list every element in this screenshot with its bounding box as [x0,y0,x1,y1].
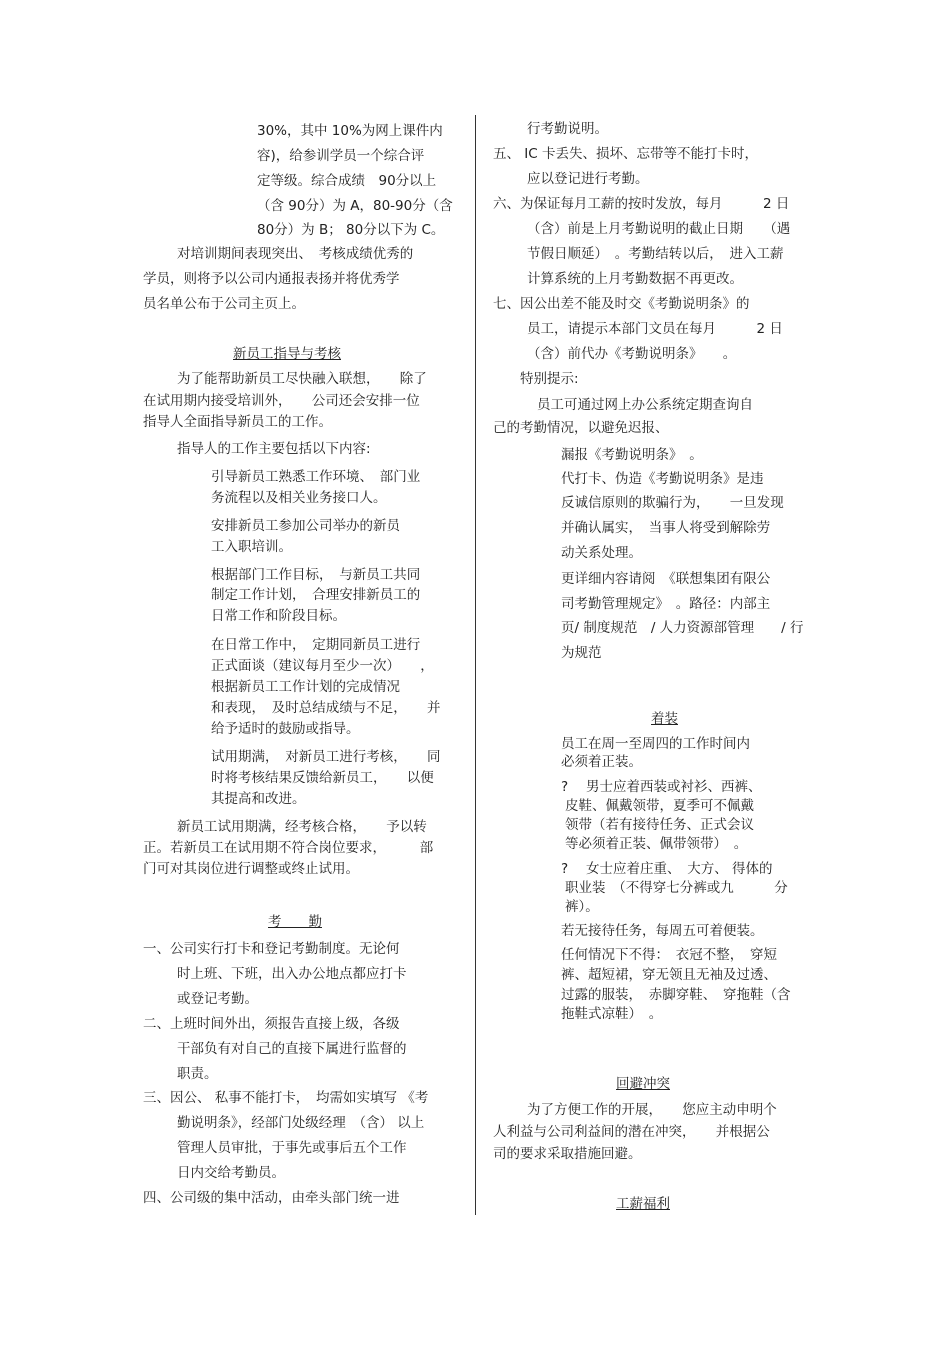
text-line: 在试用期内接受培训外， 公司还会安排一位 [143,393,420,409]
text-line: 更详细内容请阅 《联想集团有限公 [561,571,771,587]
text-line: 四、公司级的集中活动，由牵头部门统一进 [143,1190,400,1206]
text-line: 工入职培训。 [211,539,292,555]
text-line: 司的要求采取措施回避。 [493,1146,642,1162]
text-line: 二、上班时间外出，须报告直接上级，各级 [143,1016,400,1032]
text-line: 七、因公出差不能及时交《考勤说明条》的 [493,296,750,312]
text-line: 日内交给考勤员。 [177,1165,285,1181]
text-line: （含）前是上月考勤说明的截止日期 （遇 [527,221,791,237]
section-heading: 着装 [651,711,678,727]
text-line: 员工，请提示本部门文员在每月 2 日 [527,321,783,337]
column-divider [475,115,476,1215]
text-line: 漏报《考勤说明条》 。 [561,447,703,463]
text-line: 根据部门工作目标， 与新员工共同 [211,567,421,583]
text-line: 引导新员工熟悉工作环境、 部门业 [211,469,421,485]
text-line: 行考勤说明。 [527,121,608,137]
text-line: 根据新员工工作计划的完成情况 [211,679,400,695]
text-line: 为规范 [561,645,602,661]
text-line: 新员工试用期满，经考核合格， 予以转 [177,819,427,835]
text-line: 容)，给参训学员一个综合评 [257,148,425,164]
text-line: 管理人员审批，于事先或事后五个工作 [177,1140,407,1156]
text-line: 制定工作计划， 合理安排新员工的 [211,587,421,603]
text-line: 反诚信原则的欺骗行为， 一旦发现 [561,495,784,511]
text-line: 时将考核结果反馈给新员工， 以便 [211,770,434,786]
text-line: 正。若新员工在试用期不符合岗位要求， 部 [143,840,434,856]
text-line: 员名单公布于公司主页上。 [143,296,305,312]
text-line: 时上班、下班，出入办公地点都应打卡 [177,966,407,982]
text-line: 动关系处理。 [561,545,642,561]
text-line: ? 男士应着西装或衬衫、西裤、 [561,779,762,795]
text-line: 并确认属实， 当事人将受到解除劳 [561,520,771,536]
text-line: （含 90分）为 A，80-90分（含 [257,198,453,214]
text-line: 学员，则将予以公司内通报表扬并将优秀学 [143,271,400,287]
text-line: 一、公司实行打卡和登记考勤制度。无论何 [143,941,400,957]
text-line: 职责。 [177,1066,218,1082]
section-heading: 新员工指导与考核 [233,346,341,362]
text-line: （含）前代办《考勤说明条》 。 [527,346,737,362]
text-line: 职业装 （不得穿七分裤或九 分 [565,880,788,896]
text-line: 为了能帮助新员工尽快融入联想， 除了 [177,371,427,387]
text-line: 80分）为 B； 80分以下为 C。 [257,222,445,238]
text-line: 其提高和改进。 [211,791,306,807]
text-line: 正式面谈（建议每月至少一次） ， [211,658,434,674]
text-line: 指导人全面指导新员工的工作。 [143,414,332,430]
text-line: 为了方便工作的开展， 您应主动申明个 [527,1102,777,1118]
text-line: ? 女士应着庄重、 大方、 得体的 [561,861,773,877]
text-line: 对培训期间表现突出、 考核成绩优秀的 [177,246,414,262]
text-line: 领带（若有接待任务、正式会议 [565,817,754,833]
text-line: 30%，其中 10%为网上课件内 [257,123,443,139]
text-line: 员工可通过网上办公系统定期查询自 [537,397,753,413]
text-line: 过露的服装， 赤脚穿鞋、 穿拖鞋（含 [561,987,791,1003]
text-line: 务流程以及相关业务接口人。 [211,490,387,506]
text-line: 给予适时的鼓励或指导。 [211,721,360,737]
text-line: 应以登记进行考勤。 [527,171,649,187]
text-line: 门可对其岗位进行调整或终止试用。 [143,861,359,877]
text-line: 定等级。综合成绩 90分以上 [257,173,437,189]
text-line: 勤说明条》，经部门处级经理 （含） 以上 [177,1115,425,1131]
text-line: 等必须着正装、佩带领带） 。 [565,836,748,852]
text-line: 必须着正装。 [561,754,642,770]
notice-label: 特别提示: [520,371,579,387]
section-heading: 考 勤 [268,914,322,930]
text-line: 或登记考勤。 [177,991,258,1007]
text-line: 安排新员工参加公司举办的新员 [211,518,400,534]
text-line: 裤、超短裙，穿无领且无袖及过透、 [561,967,777,983]
text-line: 干部负有对自己的直接下属进行监督的 [177,1041,407,1057]
text-line: 节假日顺延） 。考勤结转以后， 进入工薪 [527,246,784,262]
text-line: 在日常工作中， 定期同新员工进行 [211,637,421,653]
text-line: 页/ 制度规范 / 人力资源部管理 / 行 [561,620,804,636]
text-line: 司考勤管理规定》 。路径：内部主 [561,596,771,612]
text-line: 试用期满， 对新员工进行考核， 同 [211,749,441,765]
text-line: 三、因公、 私事不能打卡， 均需如实填写 《考 [143,1090,429,1106]
text-line: 和表现， 及时总结成绩与不足， 并 [211,700,441,716]
text-line: 日常工作和阶段目标。 [211,608,346,624]
text-line: 五、 IC 卡丢失、损坏、忘带等不能打卡时， [493,146,758,162]
text-line: 计算系统的上月考勤数据不再更改。 [527,271,743,287]
text-line: 皮鞋、佩戴领带，夏季可不佩戴 [565,798,754,814]
text-line: 人利益与公司利益间的潜在冲突， 并根据公 [493,1124,770,1140]
text-line: 己的考勤情况，以避免迟报、 [493,420,669,436]
section-heading: 工薪福利 [616,1196,670,1212]
text-line: 六、为保证每月工薪的按时发放，每月 2 日 [493,196,790,212]
text-line: 员工在周一至周四的工作时间内 [561,736,750,752]
text-line: 拖鞋式凉鞋） 。 [561,1006,663,1022]
text-line: 任何情况下不得： 衣冠不整， 穿短 [561,947,777,963]
text-line: 若无接待任务，每周五可着便装。 [561,923,764,939]
section-heading: 回避冲突 [616,1076,670,1092]
text-line: 裤）。 [565,899,599,915]
text-line: 指导人的工作主要包括以下内容: [177,441,371,457]
text-line: 代打卡、伪造《考勤说明条》是违 [561,471,764,487]
